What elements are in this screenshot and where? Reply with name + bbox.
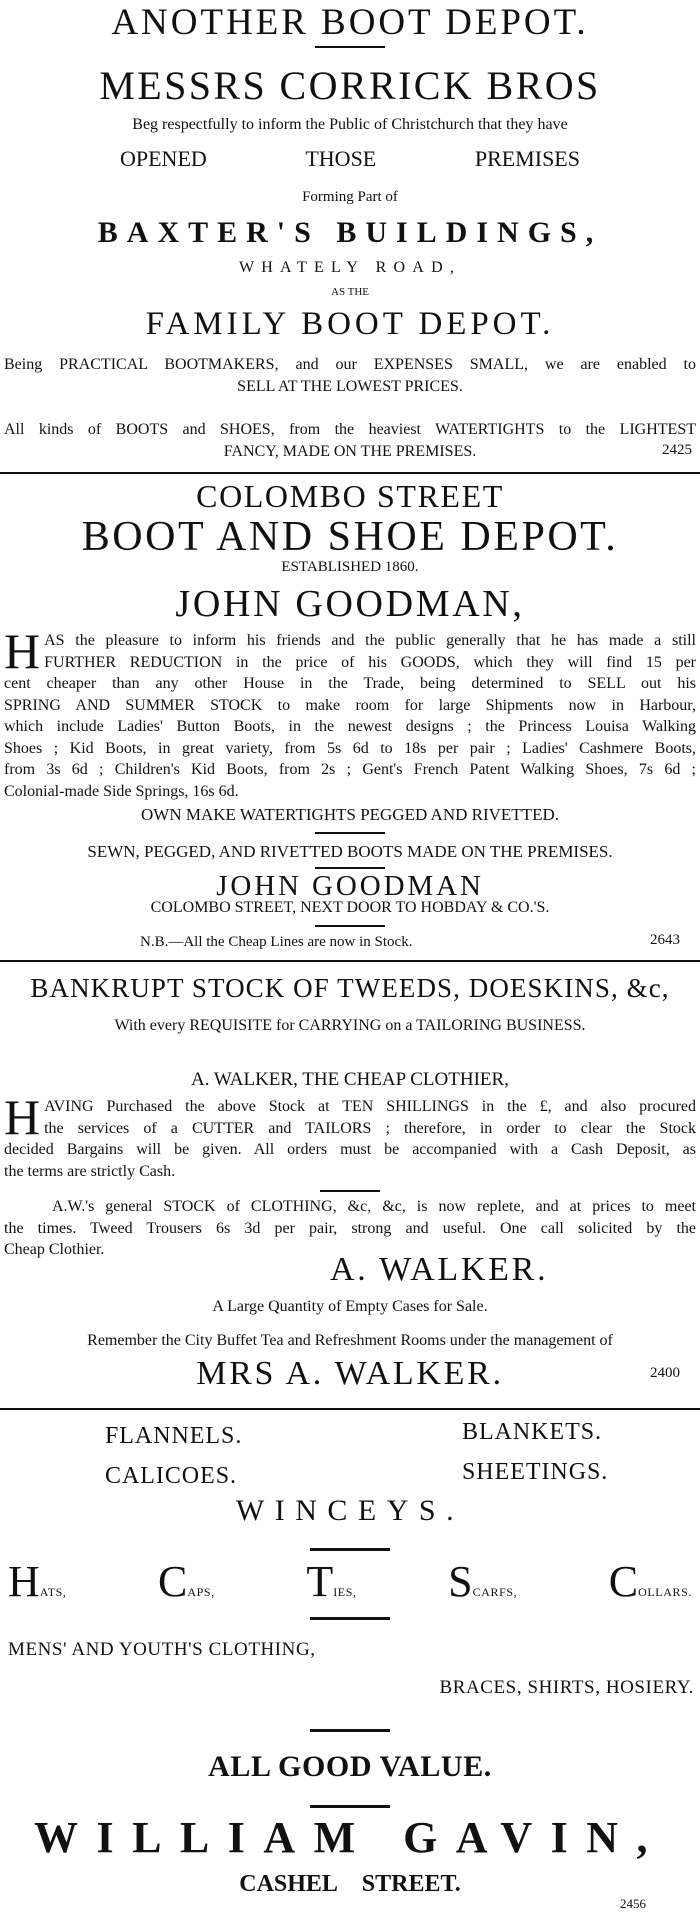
divider <box>315 867 385 869</box>
text-line: All kinds of BOOTS and SHOES, from the heaviest WATERTIGHTS to the LIGHTEST <box>4 421 696 438</box>
text-line: SPRING AND SUMMER STOCK to make room for large Shipments now in Harbour, <box>4 696 696 714</box>
firm-name: MESSRS CORRICK BROS <box>99 63 601 108</box>
established-text: ESTABLISHED 1860. <box>281 559 419 575</box>
forming-text: Forming Part of <box>302 189 398 205</box>
walker-paragraph <box>4 1089 696 1182</box>
divider <box>315 832 385 834</box>
mens-clothing-text: MENS' AND YOUTH'S CLOTHING, <box>8 1639 316 1660</box>
good-value-text: ALL GOOD VALUE. <box>208 1750 492 1783</box>
road-name: WHATELY ROAD, <box>238 259 462 276</box>
bankrupt-heading: BANKRUPT STOCK OF TWEEDS, DOESKINS, &c, <box>30 973 670 1003</box>
flannels-text: FLANNELS. <box>105 1423 243 1449</box>
opened-word: PREMISES <box>474 146 580 171</box>
accessory-collars: COLLARS. <box>608 1557 692 1606</box>
merchant-name: WILLIAM GAVIN, <box>34 1813 666 1862</box>
divider <box>315 925 385 927</box>
nb-text: N.B.—All the Cheap Lines are now in Stock. <box>140 934 413 950</box>
section-divider <box>0 472 700 474</box>
cases-text: A Large Quantity of Empty Cases for Sale. <box>212 1298 488 1315</box>
section-divider <box>0 1408 700 1410</box>
sewn-text: SEWN, PEGGED, AND RIVETTED BOOTS MADE ON THE PREMISES. <box>87 842 613 861</box>
own-make-text: OWN MAKE WATERTIGHTS PEGGED AND RIVETTED. <box>141 805 559 824</box>
text-line: AS the pleasure to inform his friends and the public generally that he has made a still <box>44 632 696 649</box>
text-line: SELL AT THE LOWEST PRICES. <box>237 377 463 395</box>
text-line: Being PRACTICAL BOOTMAKERS, and our EXPENSES SMALL, we are enabled to <box>4 356 696 373</box>
text-line: the terms are strictly Cash. <box>4 1162 176 1180</box>
headline: ANOTHER BOOT DEPOT. <box>111 2 589 43</box>
manager-name: MRS A. WALKER. <box>196 1355 504 1392</box>
opened-word: OPENED <box>120 146 207 171</box>
braces-text: BRACES, SHIRTS, HOSIERY. <box>439 1677 694 1698</box>
sheetings-text: SHEETINGS. <box>462 1459 609 1485</box>
divider <box>310 1617 390 1620</box>
street-text: CASHEL STREET. <box>239 1871 461 1897</box>
proprietor-name: JOHN GOODMAN <box>216 870 484 902</box>
street-heading: COLOMBO STREET <box>196 478 504 514</box>
winceys-text: WINCEYS. <box>235 1494 465 1527</box>
drop-cap: H <box>4 1089 41 1145</box>
as-the-text: AS THE <box>331 286 369 298</box>
divider <box>310 1548 390 1551</box>
calicoes-text: CALICOES. <box>105 1463 237 1489</box>
drop-cap: H <box>4 623 41 679</box>
text-line: the times. Tweed Trousers 6s 3d per pair, strong and useful. One call solicited by the <box>4 1219 696 1237</box>
ad-number: 2400 <box>650 1365 680 1381</box>
practical-text <box>4 354 696 397</box>
depot-title: FAMILY BOOT DEPOT. <box>145 306 555 342</box>
kinds-text <box>4 419 696 462</box>
opened-line <box>120 148 580 170</box>
signature: A. WALKER. <box>330 1251 549 1288</box>
text-line: Cheap Clothier. <box>4 1241 105 1258</box>
requisite-text: With every REQUISITE for CARRYING on a TAILORING BUSINESS. <box>114 1017 586 1034</box>
text-line: A.W.'s general STOCK of CLOTHING, &c, &c, is now replete, and at prices to meet <box>52 1198 696 1215</box>
accessory-caps: CAPS, <box>158 1557 215 1606</box>
clothier-heading: A. WALKER, THE CHEAP CLOTHIER, <box>191 1069 509 1090</box>
divider <box>310 1729 390 1732</box>
text-line: FANCY, MADE ON THE PREMISES. <box>223 442 477 460</box>
accessory-hats: HATS, <box>8 1557 67 1606</box>
divider <box>315 46 385 48</box>
goodman-paragraph <box>4 623 696 802</box>
remember-text: Remember the City Buffet Tea and Refreshment Rooms under the management of <box>87 1332 613 1349</box>
ad-number: 2456 <box>620 1896 646 1911</box>
text-line: Shoes ; Kid Boots, in great variety, from 5s 6d to 18s per pair ; Ladies' Cashmere Boots, <box>4 739 696 757</box>
accessories-line <box>8 1557 692 1606</box>
text-line: AVING Purchased the above Stock at TEN SHILLINGS in the £, and also procured <box>44 1098 696 1115</box>
ad-number: 2425 <box>662 442 692 458</box>
intro-text: Beg respectfully to inform the Public of Christchurch that they have <box>132 116 568 133</box>
blankets-text: BLANKETS. <box>462 1419 602 1445</box>
divider <box>310 1805 390 1808</box>
depot-title: BOOT AND SHOE DEPOT. <box>81 514 619 560</box>
text-line: cent cheaper than any other House in the Trade, being determined to SELL out his <box>4 675 696 692</box>
accessory-ties: TIES, <box>306 1557 357 1606</box>
text-line: the services of a CUTTER and TAILORS ; therefore, in order to clear the Stock <box>44 1119 696 1137</box>
text-line: from 3s 6d ; Children's Kid Boots, from 2s ; Gent's French Patent Walking Shoes, 7s 6d ; <box>4 761 696 778</box>
accessory-scarfs: SCARFS, <box>448 1557 518 1606</box>
building-name: BAXTER'S BUILDINGS, <box>97 216 603 249</box>
proprietor-name: JOHN GOODMAN, <box>175 583 525 625</box>
ad-number: 2643 <box>650 932 680 948</box>
divider <box>320 1190 380 1192</box>
address-text: COLOMBO STREET, NEXT DOOR TO HOBDAY & CO.'S. <box>150 899 550 916</box>
section-divider <box>0 960 700 962</box>
text-line: which include Ladies' Button Boots, in the newest designs ; the Princess Louisa Walking <box>4 718 696 735</box>
opened-word: THOSE <box>305 146 377 171</box>
text-line: Colonial-made Side Springs, 16s 6d. <box>4 782 239 800</box>
text-line: FURTHER REDUCTION in the price of his GOODS, which they will find 15 per <box>44 653 696 671</box>
text-line: decided Bargains will be given. All orders must be accompanied with a Cash Deposit, as <box>4 1141 696 1158</box>
